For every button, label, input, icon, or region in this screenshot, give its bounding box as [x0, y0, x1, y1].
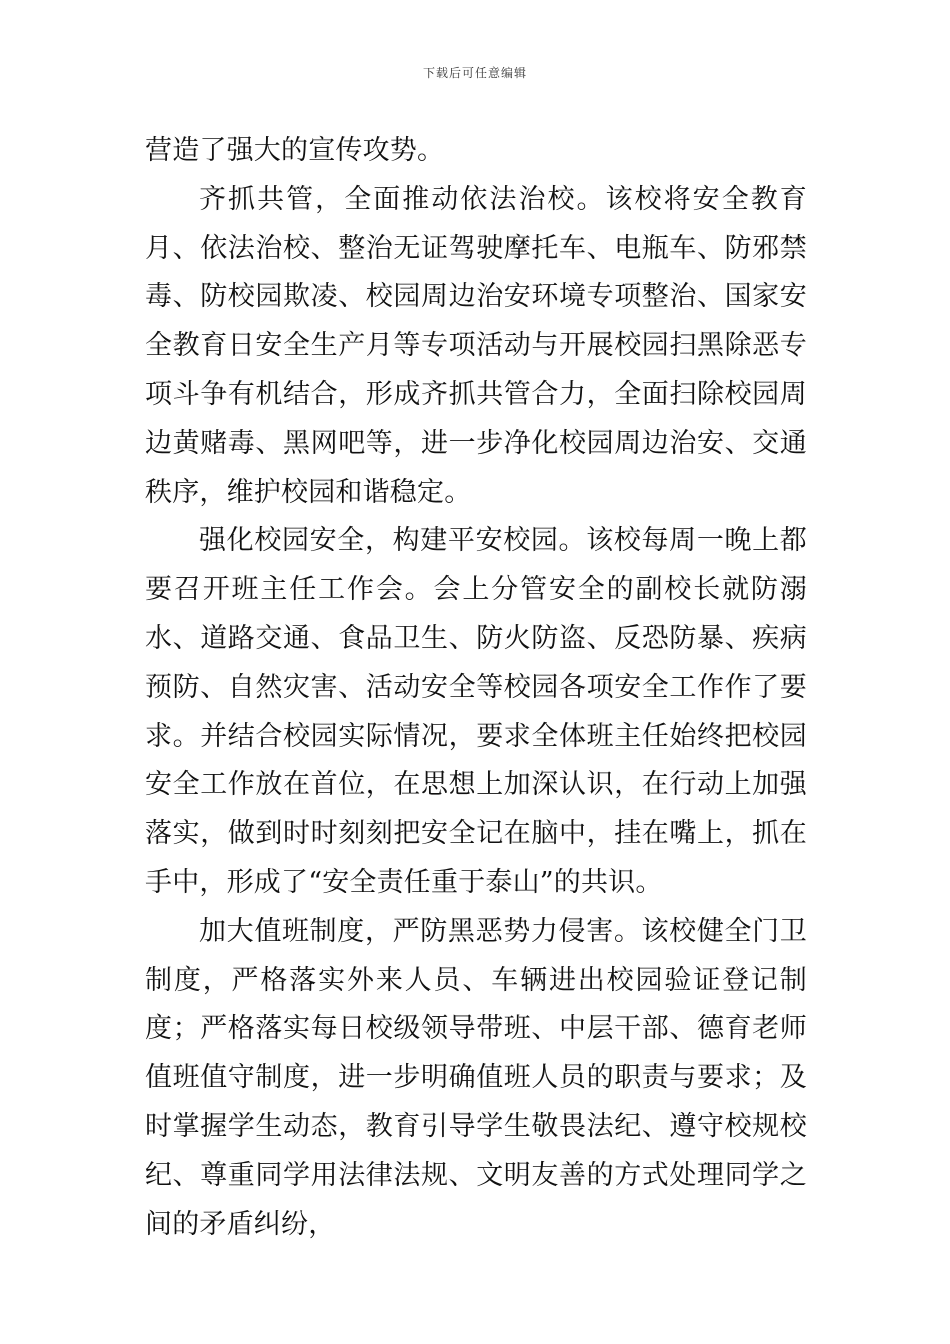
- paragraph-campus-safety: 强化校园安全，构建平安校园。该校每周一晚上都要召开班主任工作会。会上分管安全的副校长就防溺水、道路交通、食品卫生、防火防盗、反恐防暴、疾病预防、自然灾害、活动安全等校园各项安全工作作了要求。并结合校园实际情况，要求全体班主任始终把校园安全工作放在首位，在思想上加深认识，在行动上加强落实，做到时时刻刻把安全记在脑中，挂在嘴上，抓在手中，形成了“安全责任重于泰山”的共识。: [145, 525, 807, 898]
- paragraph-school-governance: 齐抓共管，全面推动依法治校。该校将安全教育月、依法治校、整治无证驾驶摩托车、电瓶车、防邪禁毒、防校园欺凌、校园周边治安环境专项整治、国家安全教育日安全生产月等专项活动与开展校园扫黑除恶专项斗争有机结合，形成齐抓共管合力，全面扫除校园周边黄赌毒、黑网吧等，进一步净化校园周边治安、交通秩序，维护校园和谐稳定。: [145, 183, 807, 508]
- paragraph-continuation: 营造了强大的宣传攻势。: [145, 135, 445, 166]
- header-note: 下载后可任意编辑: [422, 66, 527, 80]
- document-body: [145, 127, 807, 1249]
- paragraph-duty-system: 加大值班制度，严防黑恶势力侵害。该校健全门卫制度，严格落实外来人员、车辆进出校园验证登记制度；严格落实每日校级领导带班、中层干部、德育老师值班值守制度，进一步明确值班人员的职责与要求；及时掌握学生动态，教育引导学生敬畏法纪、遵守校规校纪、尊重同学用法律法规、文明友善的方式处理同学之间的矛盾纠纷，: [145, 915, 807, 1240]
